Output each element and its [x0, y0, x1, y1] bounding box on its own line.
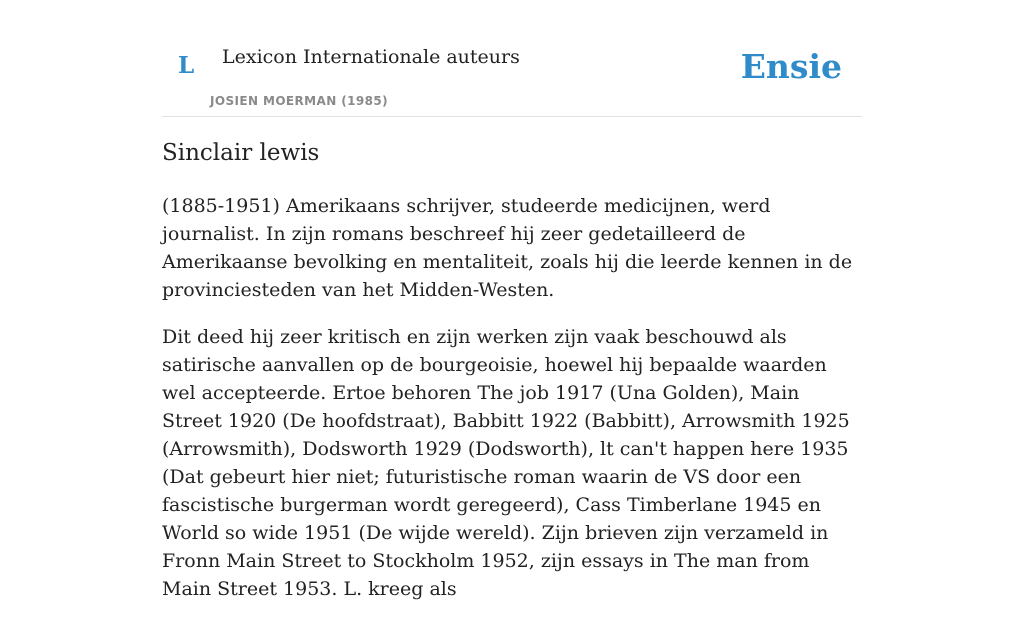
lexicon-author: JOSIEN MOERMAN (1985): [210, 94, 388, 108]
entry-paragraph: (1885-1951) Amerikaans schrijver, studeerde medicijnen, werd journalist. In zijn romans beschreef hij zeer gedetailleerd de Amerikaanse bevolking en mentaliteit, zoals hij die leerde kennen in de provinciesteden van het Midden-Westen.: [162, 195, 853, 301]
entry-body: [162, 192, 862, 622]
entry-title: Sinclair lewis: [162, 140, 320, 166]
lexicon-letter-link[interactable]: L: [178, 52, 195, 79]
lexicon-title-link[interactable]: Lexicon Internationale auteurs: [222, 46, 520, 68]
entry-paragraph: Dit deed hij zeer kritisch en zijn werken zijn vaak beschouwd als satirische aanvallen op de bourgeoisie, hoewel hij bepaalde waarden wel accepteerde. Ertoe behoren The job 1917 (Una Golden), Main Street 1920 (De hoofdstraat), Babbitt 1922 (Babbitt), Arrowsmith 1925 (Arrowsmith), Dodsworth 1929 (Dodsworth), lt can't happen here 1935 (Dat gebeurt hier niet; futuristische roman waarin de VS door een fascistische burgerman wordt geregeerd), Cass Timberlane 1945 en World so wide 1951 (De wijde wereld). Zijn brieven zijn verzameld in Fronn Main Street to Stockholm 1952, zijn essays in The man from Main Street 1953. L. kreeg als: [162, 326, 850, 600]
entry-header: [162, 0, 862, 117]
ensie-logo[interactable]: Ensie: [740, 47, 842, 86]
